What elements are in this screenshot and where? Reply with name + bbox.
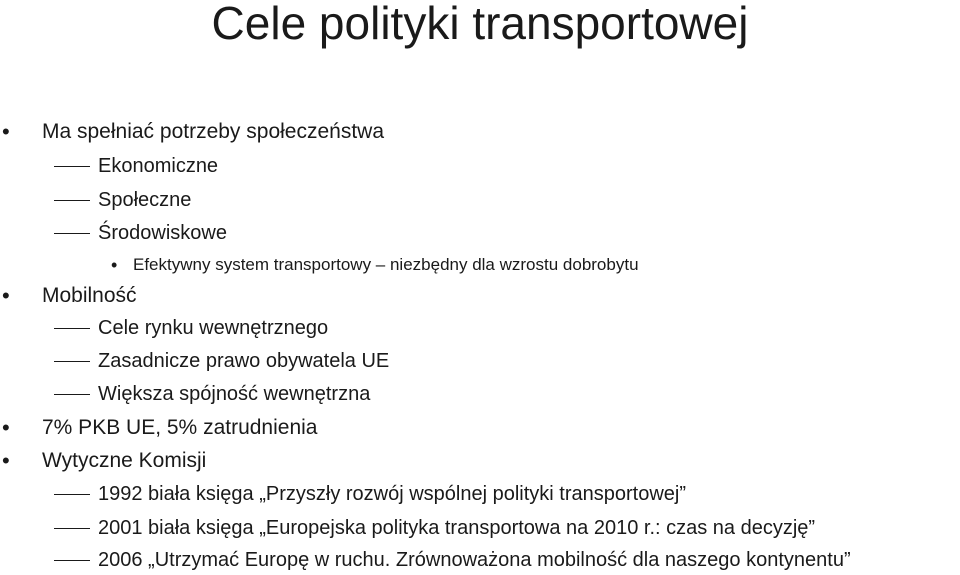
sub-bullet-text: Zasadnicze prawo obywatela UE — [98, 349, 390, 372]
sub-bullet-text: Cele rynku wewnętrznego — [98, 316, 329, 339]
bullet-item — [0, 281, 137, 311]
bullet-dot-icon — [0, 448, 42, 474]
bullet-text: 7% PKB UE, 5% zatrudnienia — [42, 416, 318, 439]
sub-bullet-item — [0, 513, 815, 543]
sub-bullet-text: 2006 „Utrzymać Europę w ruchu. Zrównoważona mobilność dla naszego kontynentu” — [98, 548, 851, 571]
sub-sub-bullet-item — [0, 250, 639, 280]
bullet-text: Mobilność — [42, 284, 137, 307]
dash-icon — [54, 361, 90, 362]
bullet-text: Ma spełniać potrzeby społeczeństwa — [42, 120, 385, 143]
dash-icon — [54, 560, 90, 561]
sub-bullet-item — [0, 379, 370, 409]
sub-bullet-text: Środowiskowe — [98, 221, 227, 244]
sub-bullet-item — [0, 313, 328, 343]
dash-icon — [54, 394, 90, 395]
dash-icon — [54, 200, 90, 201]
dash-icon — [54, 528, 90, 529]
sub-bullet-text: Ekonomiczne — [98, 154, 219, 177]
slide-title: Cele polityki transportowej — [211, 0, 749, 49]
sub-bullet-item — [0, 346, 389, 376]
bullet-dot-icon — [0, 415, 42, 441]
dash-icon — [54, 233, 90, 234]
sub-bullet-item — [0, 545, 851, 575]
dash-icon — [54, 494, 90, 495]
sub-bullet-item — [0, 151, 218, 181]
bullet-dot-icon — [111, 255, 133, 276]
sub-bullet-text: Społeczne — [98, 188, 192, 211]
sub-bullet-text: Większa spójność wewnętrzna — [98, 382, 371, 405]
dash-icon — [54, 328, 90, 329]
dash-icon — [54, 166, 90, 167]
bullet-dot-icon — [0, 283, 42, 309]
bullet-item — [0, 117, 384, 147]
sub-sub-bullet-text: Efektywny system transportowy – niezbędny dla wzrostu dobrobytu — [133, 255, 639, 274]
sub-bullet-item — [0, 479, 686, 509]
bullet-dot-icon — [0, 119, 42, 145]
sub-bullet-text: 1992 biała księga „Przyszły rozwój wspólnej polityki transportowej” — [98, 482, 687, 505]
sub-bullet-text: 2001 biała księga „Europejska polityka transportowa na 2010 r.: czas na decyzję” — [98, 516, 816, 539]
bullet-text: Wytyczne Komisji — [42, 449, 207, 472]
bullet-item — [0, 413, 317, 443]
bullet-item — [0, 446, 206, 476]
sub-bullet-item — [0, 185, 191, 215]
sub-bullet-item — [0, 218, 227, 248]
